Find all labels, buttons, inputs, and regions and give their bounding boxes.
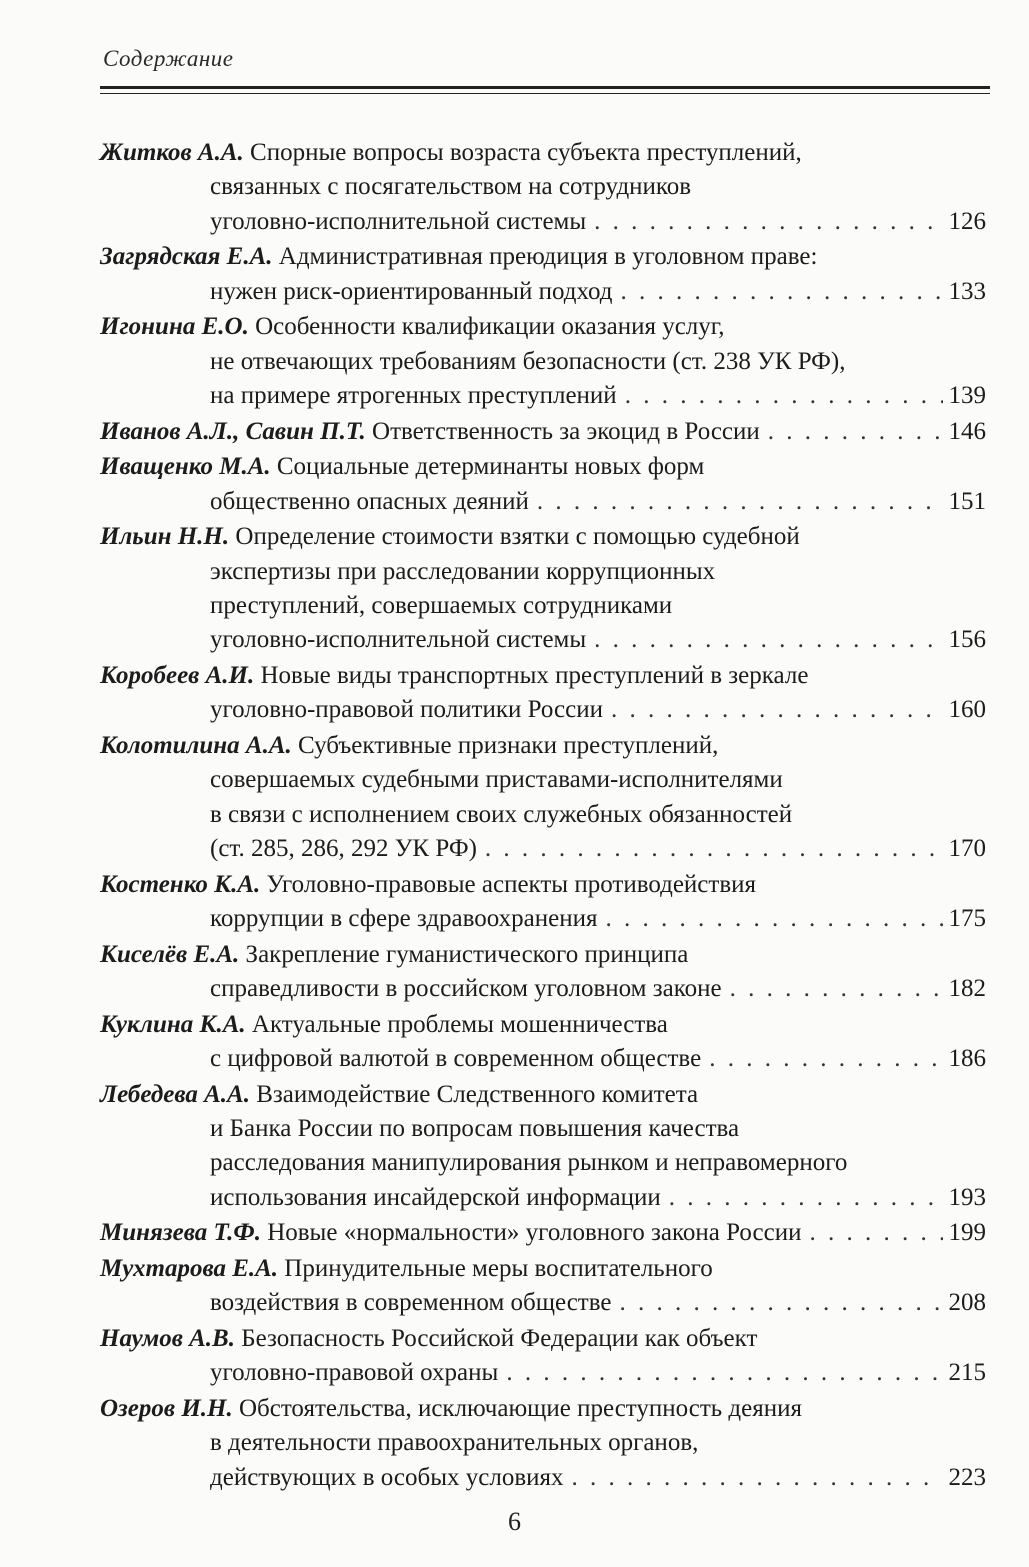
toc-entry-line [100,379,986,413]
toc-entry-line [100,623,986,657]
toc-entry [100,310,986,413]
toc-dot-leader [730,972,943,1006]
toc-entry-author: Иванов А.Л., Савин П.Т. [100,417,366,445]
toc-entry-author: Загрядская Е.А. [100,243,273,271]
toc-entry-line [100,240,986,274]
toc-entry-page: 156 [948,626,986,654]
toc-entry [100,1392,986,1495]
toc-entry-line [100,763,986,797]
toc-entry-author: Киселёв Е.А. [100,940,240,968]
toc-entry-line [100,1181,986,1215]
toc-entry-author: Житков А.А. [100,139,244,166]
toc-entry-page: 126 [948,207,986,235]
toc-entry-line [100,902,986,936]
toc-entry [100,938,986,1007]
toc-dot-leader [709,1042,942,1076]
toc-entry-author: Наумов А.В. [100,1324,235,1352]
toc-entry [100,136,986,239]
toc-entry-line [100,345,986,379]
toc-entry-line [100,1322,986,1356]
toc-entry-line [100,275,986,309]
toc-entry-line [100,693,986,727]
toc-entry-line [100,1392,986,1426]
toc-entry-title-text: Ответственность за экоцид в России [372,417,760,445]
toc-entry-line [100,1461,986,1495]
toc-entry-line [100,520,986,554]
toc-entry-title-text: Административная преюдиция в уголовном праве: [278,243,818,271]
toc-dot-leader [606,902,943,936]
toc-entry-author: Костенко К.А. [100,870,261,898]
toc-entry-title-text: Актуальные проблемы мошенничества [251,1010,668,1038]
toc-entry-line [100,589,986,623]
toc-dot-leader [485,832,943,866]
toc-entry-line [100,868,986,902]
toc-entry-title-text: уголовно-исполнительной системы [210,207,587,235]
toc-dot-leader [620,1286,943,1320]
toc-entry-title-text: Спорные вопросы возраста субъекта преступлений, [250,139,802,166]
toc-dot-leader [621,275,943,309]
toc-entry-title-text: Закрепление гуманистического принципа [245,940,689,968]
toc-entry [100,520,986,658]
toc-entry-line [100,832,986,866]
toc-entry [100,1252,986,1321]
table-of-contents [100,136,986,1496]
toc-entry [100,1078,986,1216]
toc-entry-line [100,1356,986,1390]
toc-entry-title-text: с цифровой валютой в современном обществе [210,1045,702,1073]
toc-entry-line [100,1286,986,1320]
toc-entry-line [100,136,986,170]
toc-entry-title-text: совершаемых судебными приставами-исполнителями [210,766,783,794]
toc-entry-line [100,1078,986,1112]
page-number: 6 [508,1507,521,1536]
toc-entry [100,659,986,728]
toc-entry-line [100,1112,986,1146]
toc-entry-line [100,205,986,239]
toc-entry-author: Колотилина А.А. [100,731,292,759]
header-rule-thin [100,93,990,94]
toc-entry-author: Игонина Е.О. [100,313,249,341]
toc-entry-title-text: Определение стоимости взятки с помощью судебной [235,523,800,551]
toc-entry-title-text: использования инсайдерской информации [210,1183,661,1211]
toc-entry-title-text: Социальные детерминанты новых форм [276,453,705,481]
toc-entry-title-text: экспертизы при расследовании коррупционных [210,557,716,585]
toc-entry-page: 182 [948,975,986,1003]
toc-entry-title-text: уголовно-исполнительной системы [210,626,587,654]
toc-entry-line [100,1042,986,1076]
toc-entry-title-text: Новые «нормальности» уголовного закона России [267,1219,802,1247]
toc-entry [100,868,986,937]
toc-dot-leader [537,485,943,519]
toc-entry-title-text: (ст. 285, 286, 292 УК РФ) [210,835,477,863]
toc-entry-author: Озеров И.Н. [100,1394,233,1422]
toc-entry [100,450,986,519]
toc-entry-page: 133 [948,277,986,305]
toc-entry-line [100,938,986,972]
toc-entry-page: 193 [948,1183,986,1211]
toc-entry-page: 175 [948,905,986,933]
toc-entry-line [100,729,986,763]
toc-entry-title-text: коррупции в сфере здравоохранения [210,905,598,933]
toc-entry-title-text: преступлений, совершаемых сотрудниками [210,592,673,620]
toc-entry-title-text: Особенности квалификации оказания услуг, [255,313,725,341]
toc-entry-title-text: Безопасность Российской Федерации как объект [241,1324,758,1352]
toc-entry-line [100,1252,986,1286]
toc-entry-title-text: расследования манипулирования рынком и неправомерного [210,1149,848,1177]
toc-entry [100,1216,986,1250]
toc-entry-author: Коробеев А.И. [100,661,255,689]
toc-entry-page: 199 [948,1219,986,1247]
toc-entry-page: 151 [948,487,986,515]
toc-entry-title-text: нужен риск-ориентированный подход [210,277,613,305]
toc-entry-author: Минязева Т.Ф. [100,1219,261,1247]
toc-dot-leader [809,1216,942,1250]
toc-entry [100,729,986,867]
toc-entry-page: 208 [948,1289,986,1317]
toc-entry-line [100,1426,986,1460]
toc-entry-page: 170 [948,835,986,863]
toc-entry [100,1008,986,1077]
toc-dot-leader [611,693,943,727]
toc-entry-title-text: Взаимодействие Следственного комитета [256,1080,699,1108]
toc-entry-author: Иващенко М.А. [100,453,271,481]
toc-entry-page: 160 [948,696,986,724]
toc-entry-title-text: Принудительные меры воспитательного [284,1254,713,1282]
toc-entry-line [100,798,986,832]
toc-entry-line [100,1008,986,1042]
toc-entry-line [100,1216,986,1250]
toc-entry-title-text: в деятельности правоохранительных органов, [210,1429,699,1457]
toc-entry-line [100,415,986,449]
toc-entry-title-text: Обстоятельства, исключающие преступность деяния [238,1394,803,1422]
toc-dot-leader [669,1181,943,1215]
toc-dot-leader [768,415,943,449]
toc-entry-title-text: действующих в особых условиях [210,1463,564,1491]
toc-entry-title-text: общественно опасных деяний [210,487,529,515]
toc-entry-title-text: Субъективные признаки преступлений, [298,731,719,759]
toc-entry-author: Ильин Н.Н. [100,523,230,551]
toc-entry-author: Мухтарова Е.А. [100,1254,279,1282]
toc-entry-line [100,555,986,589]
toc-entry-title-text: уголовно-правовой охраны [210,1359,499,1387]
toc-entry-line [100,1146,986,1180]
toc-entry-line [100,972,986,1006]
toc-dot-leader [594,205,942,239]
toc-entry-title-text: Новые виды транспортных преступлений в зеркале [260,661,809,689]
toc-dot-leader [506,1356,942,1390]
toc-entry-title-text: уголовно-правовой политики России [210,696,603,724]
toc-entry-author: Лебедева А.А. [100,1080,250,1108]
running-title: Содержание [103,46,234,71]
toc-entry [100,1322,986,1391]
toc-entry-line [100,170,986,204]
toc-entry-title-text: на примере ятрогенных преступлений [210,382,617,410]
toc-entry-page: 215 [948,1359,986,1387]
toc-entry-title-text: связанных с посягательством на сотрудников [210,173,692,201]
toc-entry-page: 186 [948,1045,986,1073]
toc-entry-line [100,310,986,344]
toc-entry-title-text: Уголовно-правовые аспекты противодействия [266,870,757,898]
toc-dot-leader [594,623,942,657]
toc-entry-line [100,659,986,693]
toc-entry [100,240,986,309]
toc-entry-line [100,450,986,484]
toc-dot-leader [625,379,943,413]
toc-entry-title-text: и Банка России по вопросам повышения качества [210,1115,740,1142]
toc-entry-title-text: не отвечающих требованиям безопасности (ст. 238 УК РФ), [210,347,846,375]
toc-entry-page: 146 [948,417,986,445]
toc-entry-line [100,485,986,519]
toc-entry-page: 223 [948,1463,986,1491]
toc-entry-author: Куклина К.А. [100,1010,246,1038]
toc-entry-title-text: воздействия в современном обществе [210,1289,612,1317]
toc-entry [100,415,986,449]
toc-entry-title-text: справедливости в российском уголовном законе [210,975,722,1003]
toc-dot-leader [572,1461,943,1495]
toc-entry-page: 139 [948,382,986,410]
toc-entry-title-text: в связи с исполнением своих служебных обязанностей [210,800,793,828]
header-rule-thick [100,86,990,89]
